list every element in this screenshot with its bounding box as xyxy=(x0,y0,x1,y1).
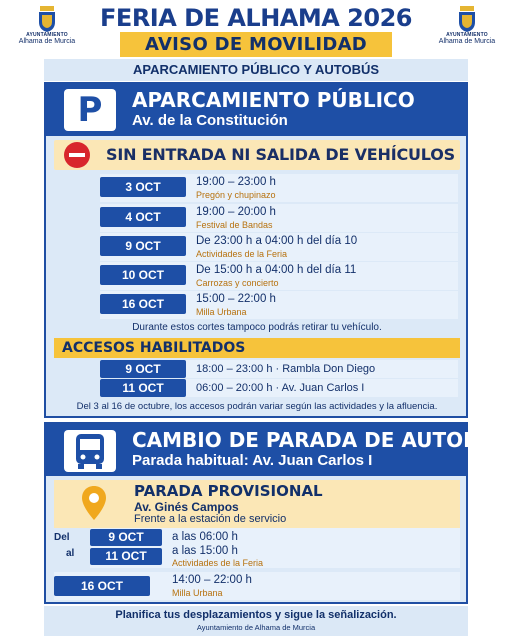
extra-row xyxy=(54,572,460,600)
notice-banner: AVISO DE MOVILIDAD xyxy=(120,32,392,57)
access-note: Del 3 al 16 de octubre, los accesos podrán variar según las actividades y la afluencia. xyxy=(76,401,438,412)
to-label: al xyxy=(66,548,75,559)
date-badge: 16 OCT xyxy=(100,294,186,314)
date-badge: 10 OCT xyxy=(100,265,186,285)
provisional-street: Av. Ginés Campos xyxy=(134,500,239,514)
date-badge: 9 OCT xyxy=(100,236,186,256)
closure-desc: Pregón y chupinazo xyxy=(196,190,276,200)
provisional-note: Frente a la estación de servicio xyxy=(134,513,287,525)
section-strip: APARCAMIENTO PÚBLICO Y AUTOBÚS xyxy=(44,59,468,81)
date-badge: 11 OCT xyxy=(90,548,162,565)
access-row xyxy=(100,360,458,378)
range-time: a las 06:00 h xyxy=(172,531,238,543)
provisional-title: PARADA PROVISIONAL xyxy=(134,482,323,500)
closure-desc: Milla Urbana xyxy=(196,307,247,317)
closure-time: 15:00 – 22:00 h xyxy=(196,293,276,305)
closure-time: De 15:00 h a 04:00 h del día 11 xyxy=(196,264,357,276)
footer-line2: Ayuntamiento de Alhama de Murcia xyxy=(196,623,316,632)
warning-text: SIN ENTRADA NI SALIDA DE VEHÍCULOS xyxy=(106,145,455,164)
closure-row xyxy=(100,262,458,290)
page-title: FERIA DE ALHAMA 2026 xyxy=(100,4,412,32)
date-badge: 3 OCT xyxy=(100,177,186,197)
provisional-stop-box xyxy=(54,480,460,528)
location-pin-icon xyxy=(82,486,106,520)
bus-panel xyxy=(44,422,510,604)
no-entry-icon xyxy=(64,142,90,168)
access-time: 18:00 – 23:00 h · Rambla Don Diego xyxy=(196,363,376,375)
closure-note: Durante estos cortes tampoco podrás retirar tu vehículo. xyxy=(132,322,382,333)
parking-panel xyxy=(44,82,468,418)
closure-desc: Festival de Bandas xyxy=(196,220,273,230)
access-title: ACCESOS HABILITADOS xyxy=(62,340,246,356)
footer-line1: Planifica tus desplazamientos y sigue la señalización. xyxy=(115,609,397,621)
date-badge: 9 OCT xyxy=(100,360,186,378)
extra-desc: Milla Urbana xyxy=(172,588,223,598)
closure-time: 19:00 – 23:00 h xyxy=(196,176,276,188)
logo-line2: Alhama de Murcia xyxy=(438,38,496,45)
access-time: 06:00 – 20:00 h · Av. Juan Carlos I xyxy=(196,382,365,394)
parking-title: APARCAMIENTO PÚBLICO xyxy=(132,88,415,112)
logo-line2: Alhama de Murcia xyxy=(18,38,76,45)
extra-time: 14:00 – 22:00 h xyxy=(172,574,252,586)
bus-header xyxy=(46,424,510,476)
from-label: Del xyxy=(54,532,70,543)
range-desc: Actividades de la Feria xyxy=(172,558,264,568)
closure-row xyxy=(100,174,458,202)
range-time: a las 15:00 h xyxy=(172,545,238,557)
closure-desc: Carrozas y concierto xyxy=(196,278,279,288)
access-bar xyxy=(54,338,460,358)
date-badge: 16 OCT xyxy=(54,576,150,596)
closure-desc: Actividades de la Feria xyxy=(196,249,288,259)
coat-of-arms-icon xyxy=(37,6,57,32)
date-badge: 4 OCT xyxy=(100,207,186,227)
warning-bar xyxy=(54,140,460,170)
parking-sign-icon: P xyxy=(64,89,116,131)
parking-header xyxy=(46,84,466,136)
closure-time: 19:00 – 20:00 h xyxy=(196,206,276,218)
date-badge: 9 OCT xyxy=(90,529,162,546)
closure-time: De 23:00 h a 04:00 h del día 10 xyxy=(196,235,358,247)
bus-subtitle: Parada habitual: Av. Juan Carlos I xyxy=(132,452,373,469)
city-logo-left xyxy=(8,6,86,46)
coat-of-arms-icon xyxy=(457,6,477,32)
logo-line1: AYUNTAMIENTO xyxy=(26,32,68,38)
bus-title: CAMBIO DE PARADA DE AUTOBÚS xyxy=(132,428,510,452)
city-logo-right xyxy=(428,6,506,46)
closure-row xyxy=(100,204,458,232)
range-row xyxy=(90,528,460,568)
parking-subtitle: Av. de la Constitución xyxy=(132,112,288,129)
footer xyxy=(44,606,468,636)
date-badge: 11 OCT xyxy=(100,379,186,397)
access-row xyxy=(100,379,458,397)
closure-row xyxy=(100,291,458,319)
bus-icon xyxy=(64,430,116,472)
closure-row xyxy=(100,233,458,261)
logo-line1: AYUNTAMIENTO xyxy=(446,32,488,38)
